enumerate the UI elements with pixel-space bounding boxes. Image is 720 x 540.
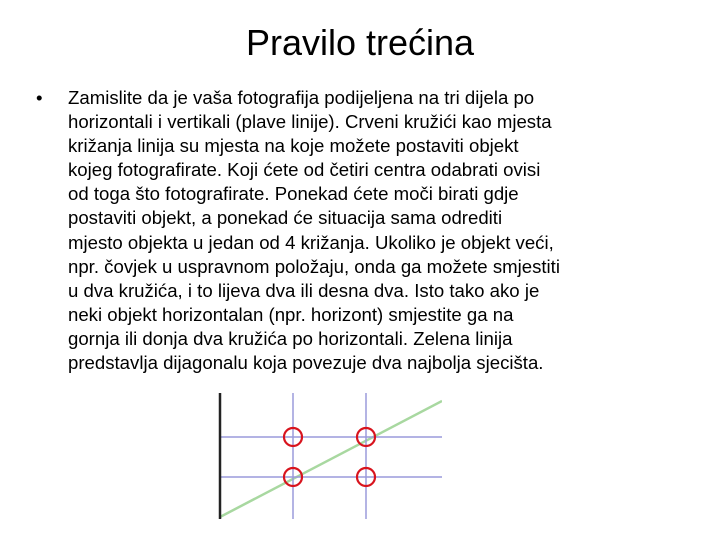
- bullet-line: postaviti objekt, a ponekad će situacija sama odrediti: [68, 207, 503, 229]
- bullet-line: Zamislite da je vaša fotografija podijeljena na tri dijela po: [68, 87, 535, 108]
- rule-of-thirds-grid: [218, 393, 442, 519]
- bullet-marker: •: [36, 87, 43, 108]
- bullet-line: kojeg fotografirate. Koji ćete od četiri centra odabrati ovisi: [68, 159, 541, 181]
- bullet-line: križanja linija su mjesta na koje možete postaviti objekt: [68, 135, 519, 157]
- bullet-line: predstavlja dijagonalu koja povezuje dva najbolja sjecišta.: [68, 352, 544, 374]
- rule-of-thirds-figure: [218, 393, 442, 519]
- bullet-item: [36, 86, 704, 375]
- bullet-line: neki objekt horizontalan (npr. horizont) smjestite ga na: [68, 303, 514, 325]
- bullet-text: [68, 86, 704, 375]
- bullet-line: gornja ili donja dva kružića po horizontali. Zelena linija: [68, 327, 513, 349]
- bullet-line: u dva kružića, i to lijeva dva ili desna dva. Isto tako ako je: [68, 279, 540, 301]
- bullet-line: od toga što fotografirate. Ponekad ćete moči birati gdje: [68, 183, 519, 205]
- slide-title: Pravilo trećina: [245, 22, 475, 63]
- bullet-line: mjesto objekta u jedan od 4 križanja. Ukoliko je objekt veći,: [68, 231, 554, 253]
- bullet-line: horizontali i vertikali (plave linije). Crveni kružići kao mjesta: [68, 111, 552, 133]
- bullet-line: npr. čovjek u uspravnom položaju, onda ga možete smjestiti: [68, 255, 560, 277]
